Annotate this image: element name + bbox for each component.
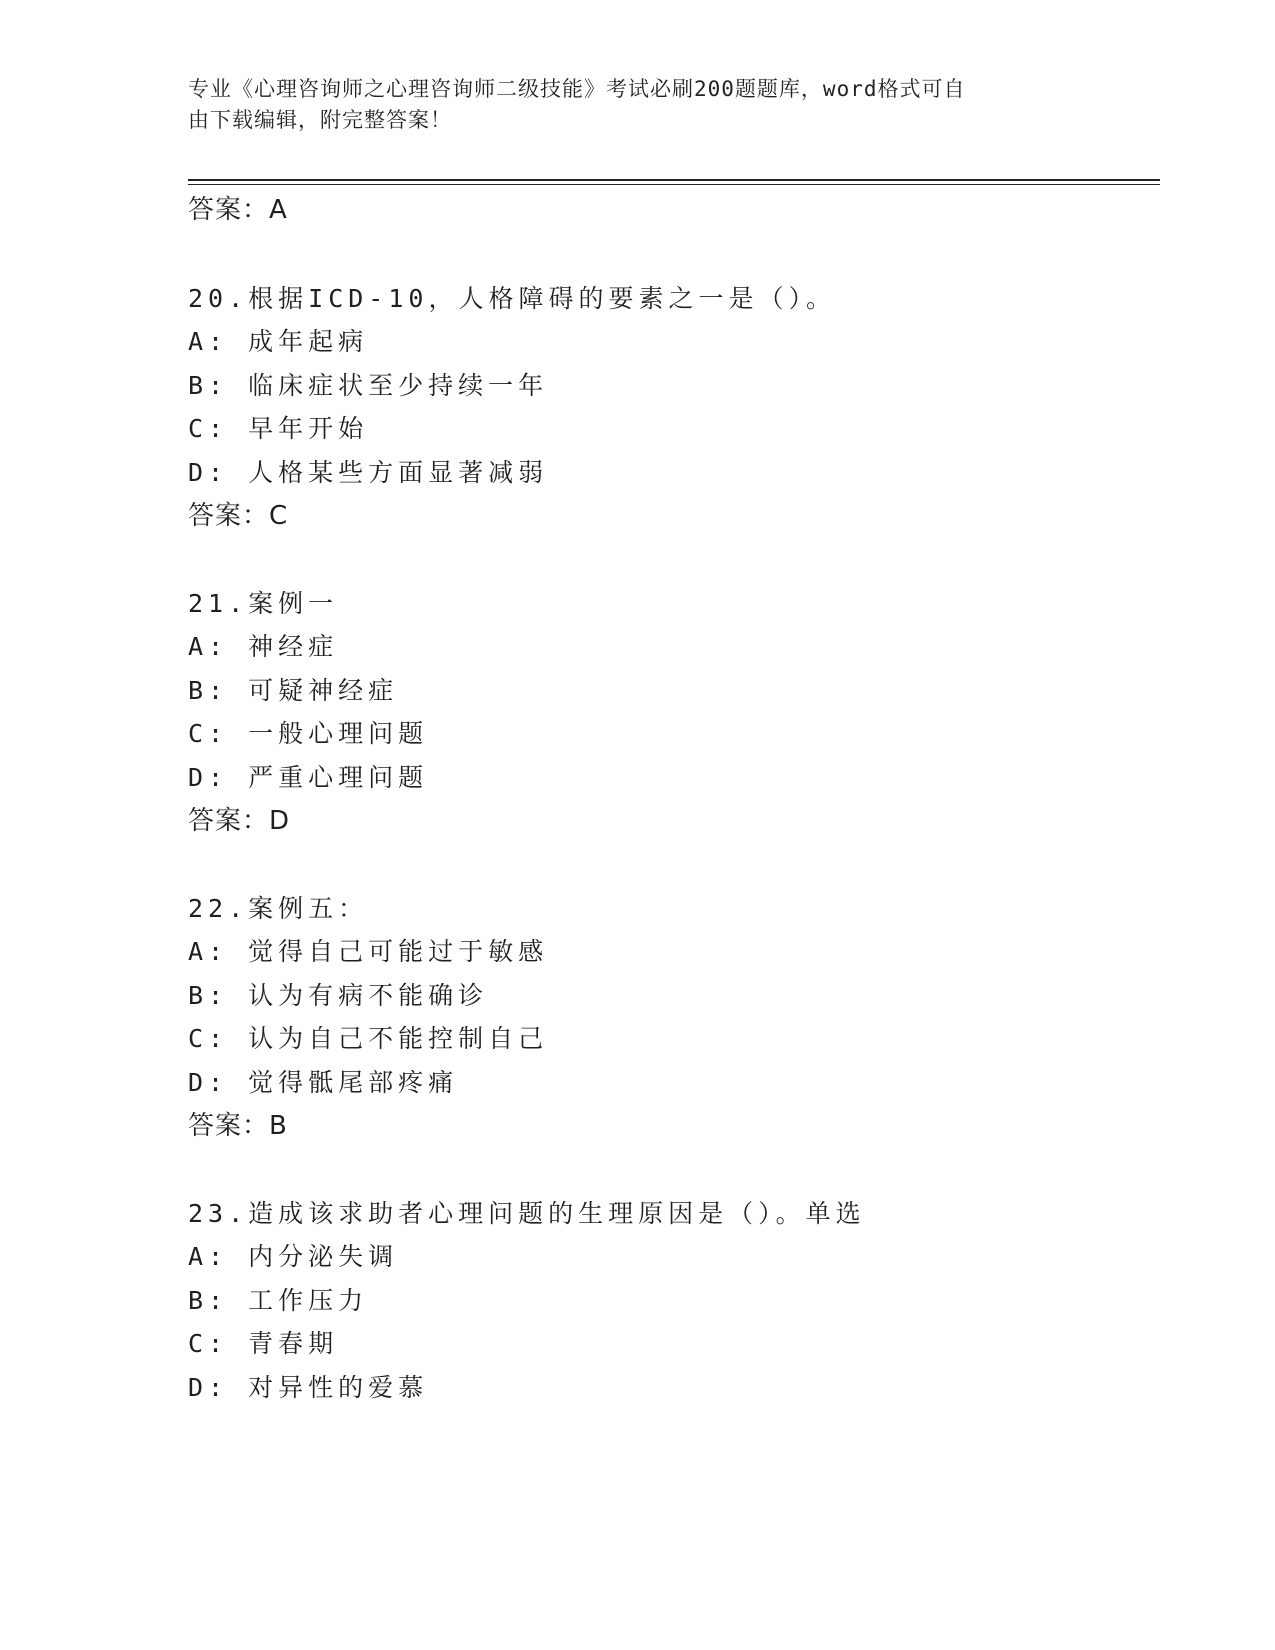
question-22-option-d: D: 觉得骶尾部疼痛 [188,1068,459,1097]
header-line-2: 由下载编辑，附完整答案！ [188,108,452,132]
question-23-option-d: D: 对异性的爱慕 [188,1373,429,1402]
question-21-option-d: D: 严重心理问题 [188,763,429,792]
question-20-option-a: A: 成年起病 [188,327,369,356]
question-21-stem: 21.案例一 [188,589,339,618]
question-22-option-c: C: 认为自己不能控制自己 [188,1024,549,1053]
question-23-option-a: A: 内分泌失调 [188,1242,399,1271]
prev-answer: 答案：A [188,195,288,225]
question-20-answer: 答案：C [188,501,289,531]
header-rule-thin [188,184,1160,185]
question-22-answer: 答案：B [188,1111,288,1141]
question-23-option-c: C: 青春期 [188,1329,339,1358]
question-20-stem: 20.根据ICD-10，人格障碍的要素之一是（）。 [188,284,836,313]
question-22-option-b: B: 认为有病不能确诊 [188,981,489,1010]
question-20-option-d: D: 人格某些方面显著减弱 [188,458,549,487]
question-20-option-c: C: 早年开始 [188,414,369,443]
question-20-option-b: B: 临床症状至少持续一年 [188,371,549,400]
question-23-option-b: B: 工作压力 [188,1286,369,1315]
question-22-option-a: A: 觉得自己可能过于敏感 [188,937,549,966]
header-rule-thick [188,179,1160,181]
question-23-stem: 23.造成该求助者心理问题的生理原因是（）。单选 [188,1199,866,1228]
question-21-option-a: A: 神经症 [188,632,339,661]
question-21-option-b: B: 可疑神经症 [188,676,399,705]
question-22-stem: 22.案例五： [188,894,369,923]
header-line-1: 专业《心理咨询师之心理咨询师二级技能》考试必刷200题题库，word格式可自 [188,77,966,101]
document-header [188,74,1068,136]
question-21-answer: 答案：D [188,806,291,836]
question-21-option-c: C: 一般心理问题 [188,719,429,748]
